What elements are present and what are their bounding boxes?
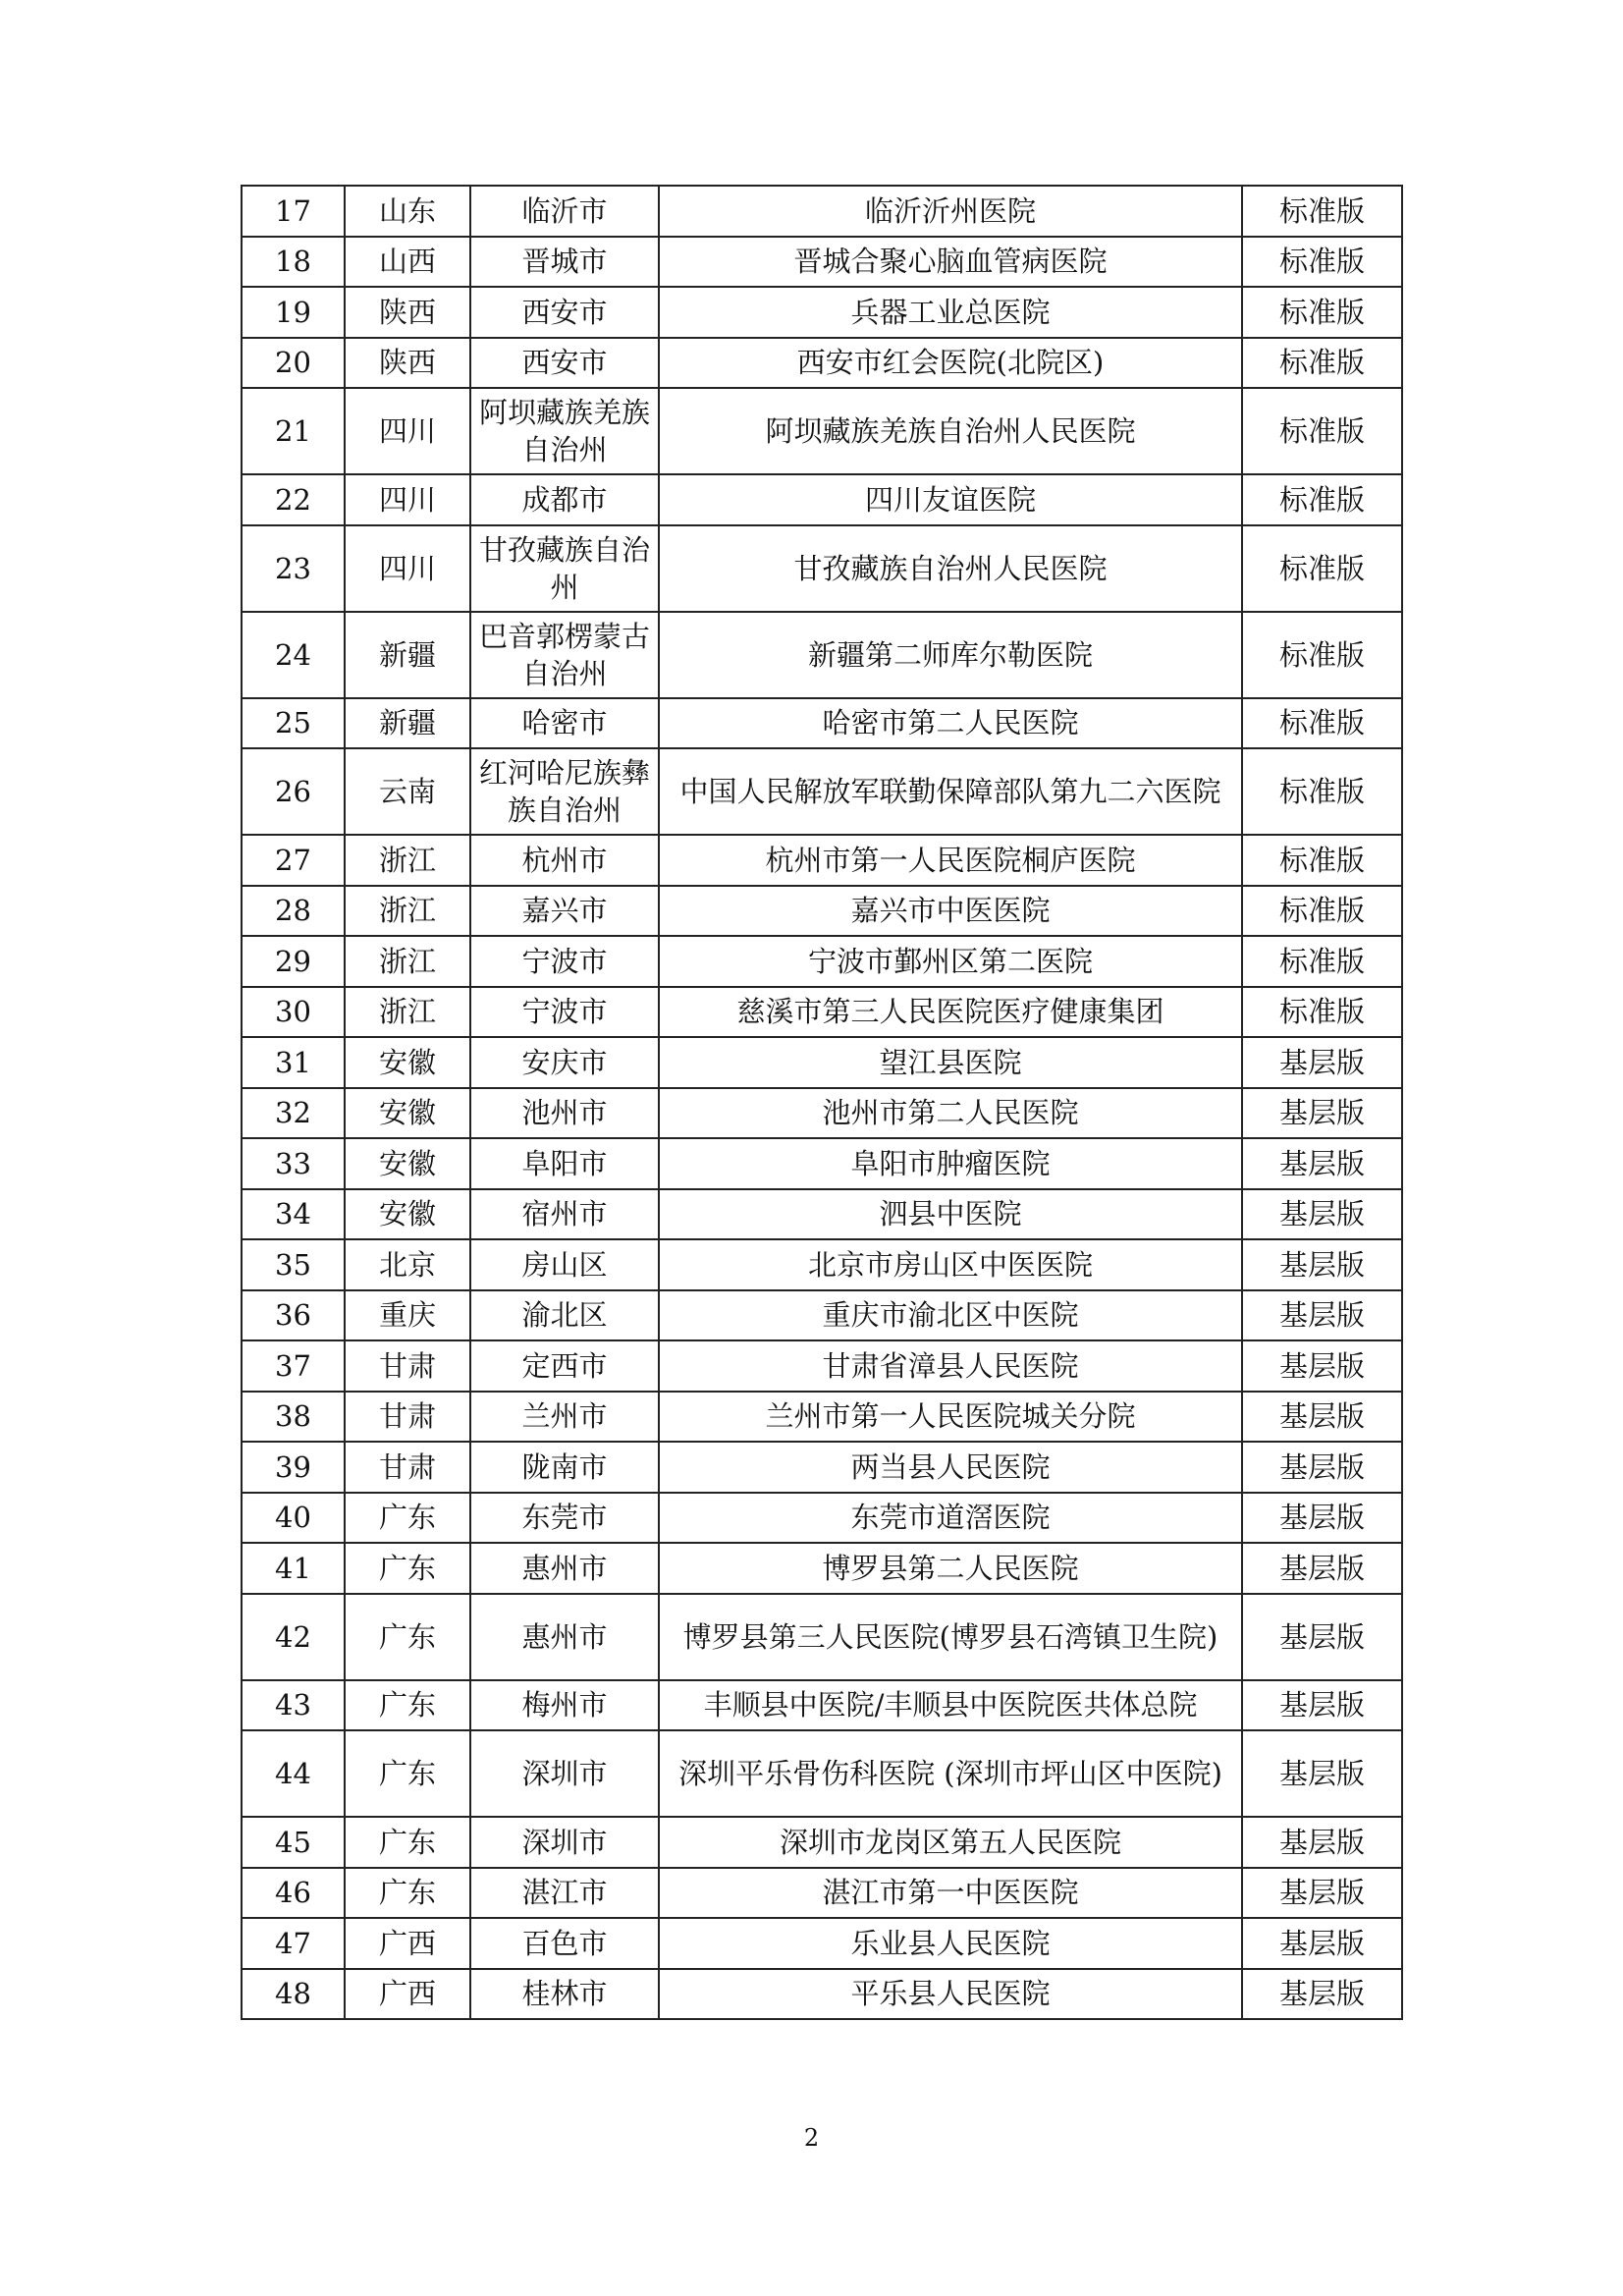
province-cell: 安徽 <box>345 1088 470 1139</box>
version-cell: 基层版 <box>1242 1088 1402 1139</box>
row-number-cell: 26 <box>242 748 345 835</box>
row-number-cell: 48 <box>242 1969 345 2020</box>
version-cell: 标准版 <box>1242 237 1402 288</box>
table-row <box>242 1817 1402 1868</box>
hospital-name-cell: 深圳平乐骨伤科医院 (深圳市坪山区中医院) <box>659 1730 1242 1817</box>
hospital-name-cell: 西安市红会医院(北院区) <box>659 338 1242 389</box>
province-cell: 浙江 <box>345 936 470 987</box>
version-cell: 标准版 <box>1242 987 1402 1038</box>
province-cell: 广西 <box>345 1969 470 2020</box>
province-cell: 广东 <box>345 1817 470 1868</box>
hospital-table-body <box>242 186 1402 2019</box>
version-cell: 标准版 <box>1242 698 1402 749</box>
row-number-cell: 40 <box>242 1493 345 1544</box>
table-row <box>242 1088 1402 1139</box>
version-cell: 标准版 <box>1242 388 1402 474</box>
table-row <box>242 1340 1402 1392</box>
table-row <box>242 1680 1402 1731</box>
table-row <box>242 612 1402 698</box>
row-number-cell: 30 <box>242 987 345 1038</box>
hospital-name-cell: 宁波市鄞州区第二医院 <box>659 936 1242 987</box>
city-cell: 深圳市 <box>470 1817 659 1868</box>
province-cell: 四川 <box>345 474 470 525</box>
version-cell: 基层版 <box>1242 1290 1402 1341</box>
table-row <box>242 1594 1402 1680</box>
hospital-name-cell: 博罗县第二人民医院 <box>659 1543 1242 1594</box>
province-cell: 云南 <box>345 748 470 835</box>
row-number-cell: 17 <box>242 186 345 237</box>
city-cell: 梅州市 <box>470 1680 659 1731</box>
table-row <box>242 1239 1402 1290</box>
province-cell: 浙江 <box>345 886 470 937</box>
table-row <box>242 1868 1402 1919</box>
city-cell: 临沂市 <box>470 186 659 237</box>
city-cell: 百色市 <box>470 1918 659 1969</box>
province-cell: 安徽 <box>345 1138 470 1189</box>
city-cell: 阜阳市 <box>470 1138 659 1189</box>
hospital-name-cell: 池州市第二人民医院 <box>659 1088 1242 1139</box>
province-cell: 重庆 <box>345 1290 470 1341</box>
table-row <box>242 1493 1402 1544</box>
document-sheet <box>241 185 1401 2020</box>
table-row <box>242 1189 1402 1240</box>
version-cell: 标准版 <box>1242 186 1402 237</box>
table-row <box>242 186 1402 237</box>
table-row <box>242 1290 1402 1341</box>
table-row <box>242 987 1402 1038</box>
city-cell: 宿州市 <box>470 1189 659 1240</box>
hospital-name-cell: 泗县中医院 <box>659 1189 1242 1240</box>
province-cell: 陕西 <box>345 338 470 389</box>
province-cell: 新疆 <box>345 698 470 749</box>
version-cell: 标准版 <box>1242 886 1402 937</box>
table-row <box>242 1543 1402 1594</box>
version-cell: 基层版 <box>1242 1680 1402 1731</box>
row-number-cell: 34 <box>242 1189 345 1240</box>
version-cell: 基层版 <box>1242 1037 1402 1088</box>
city-cell: 陇南市 <box>470 1442 659 1493</box>
row-number-cell: 47 <box>242 1918 345 1969</box>
version-cell: 基层版 <box>1242 1442 1402 1493</box>
row-number-cell: 20 <box>242 338 345 389</box>
city-cell: 渝北区 <box>470 1290 659 1341</box>
version-cell: 标准版 <box>1242 936 1402 987</box>
city-cell: 红河哈尼族彝族自治州 <box>470 748 659 835</box>
city-cell: 宁波市 <box>470 987 659 1038</box>
row-number-cell: 27 <box>242 835 345 886</box>
table-row <box>242 886 1402 937</box>
table-row <box>242 237 1402 288</box>
hospital-name-cell: 兰州市第一人民医院城关分院 <box>659 1392 1242 1443</box>
city-cell: 惠州市 <box>470 1543 659 1594</box>
city-cell: 巴音郭楞蒙古自治州 <box>470 612 659 698</box>
table-row <box>242 1730 1402 1817</box>
row-number-cell: 38 <box>242 1392 345 1443</box>
table-row <box>242 1392 1402 1443</box>
city-cell: 深圳市 <box>470 1730 659 1817</box>
city-cell: 湛江市 <box>470 1868 659 1919</box>
province-cell: 安徽 <box>345 1189 470 1240</box>
city-cell: 东莞市 <box>470 1493 659 1544</box>
row-number-cell: 25 <box>242 698 345 749</box>
version-cell: 标准版 <box>1242 835 1402 886</box>
version-cell: 基层版 <box>1242 1340 1402 1392</box>
city-cell: 阿坝藏族羌族自治州 <box>470 388 659 474</box>
city-cell: 西安市 <box>470 287 659 338</box>
table-row <box>242 388 1402 474</box>
table-row <box>242 287 1402 338</box>
version-cell: 标准版 <box>1242 287 1402 338</box>
province-cell: 陕西 <box>345 287 470 338</box>
row-number-cell: 31 <box>242 1037 345 1088</box>
hospital-name-cell: 北京市房山区中医医院 <box>659 1239 1242 1290</box>
row-number-cell: 36 <box>242 1290 345 1341</box>
hospital-name-cell: 深圳市龙岗区第五人民医院 <box>659 1817 1242 1868</box>
hospital-name-cell: 兵器工业总医院 <box>659 287 1242 338</box>
table-row <box>242 474 1402 525</box>
table-row <box>242 1918 1402 1969</box>
hospital-name-cell: 湛江市第一中医医院 <box>659 1868 1242 1919</box>
table-row <box>242 1037 1402 1088</box>
city-cell: 甘孜藏族自治州 <box>470 525 659 612</box>
province-cell: 浙江 <box>345 987 470 1038</box>
hospital-name-cell: 阜阳市肿瘤医院 <box>659 1138 1242 1189</box>
table-row <box>242 748 1402 835</box>
row-number-cell: 35 <box>242 1239 345 1290</box>
hospital-name-cell: 平乐县人民医院 <box>659 1969 1242 2020</box>
version-cell: 基层版 <box>1242 1969 1402 2020</box>
province-cell: 广东 <box>345 1868 470 1919</box>
hospital-name-cell: 四川友谊医院 <box>659 474 1242 525</box>
row-number-cell: 41 <box>242 1543 345 1594</box>
province-cell: 北京 <box>345 1239 470 1290</box>
row-number-cell: 19 <box>242 287 345 338</box>
row-number-cell: 39 <box>242 1442 345 1493</box>
city-cell: 哈密市 <box>470 698 659 749</box>
hospital-name-cell: 甘孜藏族自治州人民医院 <box>659 525 1242 612</box>
row-number-cell: 21 <box>242 388 345 474</box>
hospital-name-cell: 东莞市道滘医院 <box>659 1493 1242 1544</box>
city-cell: 池州市 <box>470 1088 659 1139</box>
province-cell: 山东 <box>345 186 470 237</box>
row-number-cell: 42 <box>242 1594 345 1680</box>
table-row <box>242 1442 1402 1493</box>
city-cell: 房山区 <box>470 1239 659 1290</box>
version-cell: 标准版 <box>1242 525 1402 612</box>
row-number-cell: 28 <box>242 886 345 937</box>
version-cell: 基层版 <box>1242 1543 1402 1594</box>
province-cell: 甘肃 <box>345 1392 470 1443</box>
hospital-name-cell: 丰顺县中医院/丰顺县中医院医共体总院 <box>659 1680 1242 1731</box>
version-cell: 基层版 <box>1242 1594 1402 1680</box>
hospital-name-cell: 哈密市第二人民医院 <box>659 698 1242 749</box>
province-cell: 广西 <box>345 1918 470 1969</box>
row-number-cell: 44 <box>242 1730 345 1817</box>
version-cell: 基层版 <box>1242 1730 1402 1817</box>
province-cell: 广东 <box>345 1594 470 1680</box>
hospital-name-cell: 慈溪市第三人民医院医疗健康集团 <box>659 987 1242 1038</box>
province-cell: 广东 <box>345 1493 470 1544</box>
hospital-name-cell: 杭州市第一人民医院桐庐医院 <box>659 835 1242 886</box>
hospital-table <box>241 185 1403 2020</box>
version-cell: 基层版 <box>1242 1239 1402 1290</box>
city-cell: 定西市 <box>470 1340 659 1392</box>
province-cell: 四川 <box>345 388 470 474</box>
hospital-name-cell: 新疆第二师库尔勒医院 <box>659 612 1242 698</box>
hospital-name-cell: 中国人民解放军联勤保障部队第九二六医院 <box>659 748 1242 835</box>
row-number-cell: 29 <box>242 936 345 987</box>
row-number-cell: 24 <box>242 612 345 698</box>
city-cell: 杭州市 <box>470 835 659 886</box>
row-number-cell: 23 <box>242 525 345 612</box>
city-cell: 西安市 <box>470 338 659 389</box>
table-row <box>242 338 1402 389</box>
province-cell: 安徽 <box>345 1037 470 1088</box>
province-cell: 广东 <box>345 1680 470 1731</box>
province-cell: 山西 <box>345 237 470 288</box>
table-row <box>242 936 1402 987</box>
province-cell: 甘肃 <box>345 1442 470 1493</box>
city-cell: 安庆市 <box>470 1037 659 1088</box>
province-cell: 浙江 <box>345 835 470 886</box>
province-cell: 广东 <box>345 1730 470 1817</box>
version-cell: 标准版 <box>1242 748 1402 835</box>
province-cell: 新疆 <box>345 612 470 698</box>
row-number-cell: 18 <box>242 237 345 288</box>
row-number-cell: 37 <box>242 1340 345 1392</box>
row-number-cell: 46 <box>242 1868 345 1919</box>
city-cell: 兰州市 <box>470 1392 659 1443</box>
province-cell: 甘肃 <box>345 1340 470 1392</box>
version-cell: 标准版 <box>1242 474 1402 525</box>
hospital-name-cell: 甘肃省漳县人民医院 <box>659 1340 1242 1392</box>
version-cell: 基层版 <box>1242 1817 1402 1868</box>
hospital-name-cell: 两当县人民医院 <box>659 1442 1242 1493</box>
version-cell: 基层版 <box>1242 1868 1402 1919</box>
table-row <box>242 835 1402 886</box>
hospital-name-cell: 望江县医院 <box>659 1037 1242 1088</box>
hospital-name-cell: 临沂沂州医院 <box>659 186 1242 237</box>
hospital-name-cell: 阿坝藏族羌族自治州人民医院 <box>659 388 1242 474</box>
city-cell: 嘉兴市 <box>470 886 659 937</box>
row-number-cell: 33 <box>242 1138 345 1189</box>
row-number-cell: 22 <box>242 474 345 525</box>
table-row <box>242 525 1402 612</box>
row-number-cell: 43 <box>242 1680 345 1731</box>
province-cell: 四川 <box>345 525 470 612</box>
hospital-name-cell: 重庆市渝北区中医院 <box>659 1290 1242 1341</box>
hospital-name-cell: 嘉兴市中医医院 <box>659 886 1242 937</box>
row-number-cell: 32 <box>242 1088 345 1139</box>
table-row <box>242 1138 1402 1189</box>
city-cell: 宁波市 <box>470 936 659 987</box>
version-cell: 基层版 <box>1242 1138 1402 1189</box>
version-cell: 基层版 <box>1242 1392 1402 1443</box>
version-cell: 基层版 <box>1242 1493 1402 1544</box>
hospital-name-cell: 乐业县人民医院 <box>659 1918 1242 1969</box>
page-number: 2 <box>803 2124 820 2152</box>
version-cell: 基层版 <box>1242 1189 1402 1240</box>
row-number-cell: 45 <box>242 1817 345 1868</box>
version-cell: 基层版 <box>1242 1918 1402 1969</box>
province-cell: 广东 <box>345 1543 470 1594</box>
city-cell: 桂林市 <box>470 1969 659 2020</box>
city-cell: 惠州市 <box>470 1594 659 1680</box>
hospital-name-cell: 晋城合聚心脑血管病医院 <box>659 237 1242 288</box>
version-cell: 标准版 <box>1242 612 1402 698</box>
hospital-name-cell: 博罗县第三人民医院(博罗县石湾镇卫生院) <box>659 1594 1242 1680</box>
version-cell: 标准版 <box>1242 338 1402 389</box>
table-row <box>242 1969 1402 2020</box>
city-cell: 晋城市 <box>470 237 659 288</box>
city-cell: 成都市 <box>470 474 659 525</box>
table-row <box>242 698 1402 749</box>
